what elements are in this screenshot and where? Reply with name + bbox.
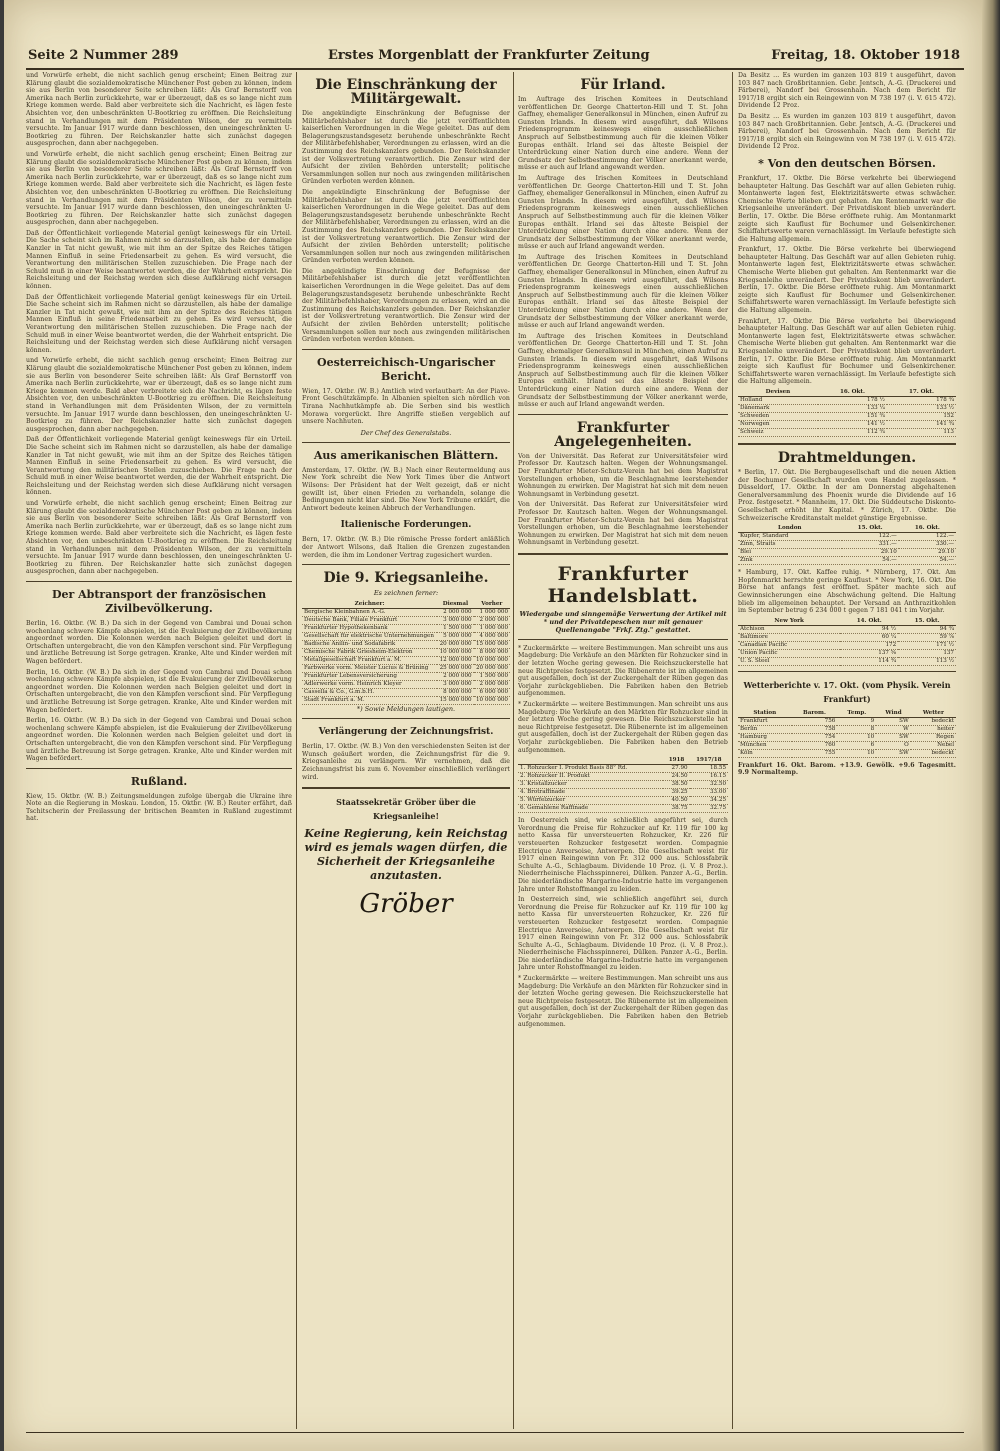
article-text: Da Besitz ... Es wurden im ganzen 103 819 t ausgeführt, davon 103 847 nach Großbritannien. Gebr. Jentsch, A.-G. (Druckerei und Färberei), Nandorf bei Grossenhain. Nach dem Bericht für 1917/18 ergibt sich ein Reingewinn von M 738 197 (i. V. 615 472). Dividende 12 Proz. (738, 72, 956, 110)
column-header: New York (738, 618, 840, 626)
article-text: Die angekündigte Einschränkung der Befugnisse der Militärbefehlshaber ist durch die jetzt veröffentlichten kaiserlichen Verordnungen in die Wege geleitet. Das auf dem Belagerungszustandsgesetz beruhende unbeschränkte Recht der Militärbefehlshaber, Verordnungen zu erlassen, wird an die Zustimmung des Reichskanzlers gebunden. Der Reichskanzler ist der Volksvertretung verantwortlich. Die Zensur wird der Aufsicht der zivilen Behörden unterstellt; politische Versammlungen sollen nur noch aus zwingenden militärischen Gründen verboten werden können. (302, 110, 510, 186)
table-cell: 33.00 (690, 789, 728, 797)
table-row (302, 673, 510, 681)
table-cell: 4. Brotraffinade (518, 789, 663, 797)
table-body (738, 533, 956, 565)
table-cell: 2 000 000 (437, 609, 473, 617)
table-row (302, 609, 510, 617)
table-footnote: *) Sowie Meldungen lautigen. (356, 705, 456, 714)
table-row (738, 533, 956, 541)
table-cell: SW (876, 717, 911, 725)
article-text: und Vorwürfe erhebt, die nicht sachlich genug erscheint; Einen Beitrag zur Klärung glaubt die sozialdemokratische Münchener Post geben zu können, indem sie aus Berlin von besonderer Seite schreiben läßt: Als Graf Bernstorff von Amerika nach Berlin zurückkehrte, war er überzeugt, daß es so lange nicht zum Kriege kommen werde. Bald aber verbreitete sich die Nachricht, es lägen feste Absichten vor, den unbeschränkten U-Bootkrieg zu eröffnen. Die Reichsleitung stand in Verhandlungen mit dem Präsidenten Wilson, der zu vermitteln versuchte. Im Januar 1917 wurde dann beschlossen, den uneingeschränkten U-Bootkrieg zu führen. Der Reichskanzler hatte sich zunächst dagegen ausgesprochen, dann aber nachgegeben. (26, 150, 292, 227)
table-cell: 8 000 000 (437, 689, 473, 697)
article-text: * Zuckermärkte — weitere Bestimmungen. Man schreibt uns aus Magdeburg: Die Verkäufe an den Märkten für Rohzucker sind in der letzten Woche gering gewesen. Die Reichszuckerstelle hat neue Richtpreise festgesetzt. Die Rübenernte ist im allgemeinen gut ausgefallen, doch ist der Zuckergehalt der Rüben gegen das Vorjahr zurückgeblieben. Die Fabriken haben den Betrieb aufgenommen. (518, 975, 728, 1028)
column-header: Wetter (911, 710, 956, 718)
table-cell: 59 ⅞ (898, 633, 956, 641)
masthead (28, 44, 960, 68)
article-text: Die angekündigte Einschränkung der Befugnisse der Militärbefehlshaber ist durch die jetzt veröffentlichten kaiserlichen Verordnungen in die Wege geleitet. Das auf dem Belagerungszustandsgesetz beruhende unbeschränkte Recht der Militärbefehlshaber, Verordnungen zu erlassen, wird an die Zustimmung des Reichskanzlers gebunden. Der Reichskanzler ist der Volksvertretung verantwortlich. Die Zensur wird der Aufsicht der zivilen Behörden unterstellt; politische Versammlungen sollen nur noch aus zwingenden militärischen Gründen verboten werden können. (302, 188, 510, 265)
table-cell: Schweiz (738, 428, 818, 436)
table-cell: Badische Anilin- und Sodafabrik (302, 641, 437, 649)
table-cell: Regen (911, 733, 956, 741)
table-cell: 10 (837, 733, 876, 741)
table-cell: 760 (792, 741, 838, 749)
table-cell: 137 (898, 649, 956, 657)
table-cell: Union Pacific (738, 649, 840, 657)
table-cell: 137 ⅝ (840, 649, 898, 657)
column-header: Vorher (474, 601, 510, 609)
column-header: 15. Okt. (842, 525, 899, 533)
stock-table (738, 618, 956, 666)
table-cell: 331.— (842, 541, 899, 549)
article-text: Daß der Öffentlichkeit vorliegende Material genügt keineswegs für ein Urteil. Die Sache scheint sich im Rahmen nicht so darzustellen, als habe der damalige Kanzler in Tat nicht gewußt, wie mit ihm an der Spitze des Reiches tätigen Mannen Einfluß in seine Friedensarbeit zu gehen. Es wird versucht, die Verantwortung den militärischen Stellen zuzuschieben. Die Frage nach der Schuld muß in einer Weise beantwortet werden, die der Wahrheit entspricht. Die Reichsleitung und der Reichstag werden sich diese Aufklärung nicht versagen können. (26, 436, 292, 497)
table-row (518, 805, 728, 813)
article-heading: Die Einschränkung der Militärgewalt. (315, 77, 497, 107)
table-row (738, 404, 956, 412)
table-cell: SW (876, 733, 911, 741)
article-text: Bern, 17. Oktbr. (W. B.) Die römische Presse fordert anläßlich der Antwort Wilsons, daß Italien die Grenzen zugestanden werden, die ihm im Londoner Vertrag zugesichert wurden. (302, 536, 510, 559)
table-row (738, 641, 956, 649)
table-cell: 2 000 000 (437, 673, 473, 681)
table-cell: O (876, 741, 911, 749)
table-row (738, 428, 956, 436)
signature: Gröber (359, 889, 453, 920)
table-cell: Zinn, Straits (738, 541, 842, 549)
table-row (738, 625, 956, 633)
table-cell: 15 000 000 (474, 641, 510, 649)
table-row (302, 697, 510, 705)
table-cell: 60 ¼ (840, 633, 898, 641)
table-row (738, 717, 956, 725)
table-cell: 38.75 (663, 805, 689, 813)
table-cell: München (738, 741, 792, 749)
column-header: 16. Okt. (818, 389, 887, 397)
article-text: Frankfurt, 17. Oktbr. Die Börse verkehrte bei überwiegend behaupteter Haltung. Das Geschäft war auf allen Gebieten ruhig. Montanwerte lagen fest, Elektrizitätswerte etwas schwächer. Chemische Werte blieben gut gehalten. Am Rentenmarkt war die Kriegsanleihe unverändert. Der Privatdiskont blieb unverändert. Berlin, 17. Oktbr. Die Börse eröffnete ruhig. Am Montanmarkt zeigte sich Kauflust für Bochumer und Gelsenkirchener. Schiffahrtswerte waren vernachlässigt. Im Verlaufe befestigte sich die Haltung allgemein. (738, 174, 956, 243)
column-header: Zeichner: (302, 601, 437, 609)
table-body (738, 625, 956, 665)
column-header: 1918 (663, 757, 689, 765)
article-text: Da Besitz ... Es wurden im ganzen 103 819 t ausgeführt, davon 103 847 nach Großbritannien. Gebr. Jentsch, A.-G. (Druckerei und Färberei), Nandorf bei Grossenhain. Nach dem Bericht für 1917/18 ergibt sich ein Reingewinn von M 738 197 (i. V. 615 472). Dividende 12 Proz. (738, 112, 956, 151)
newspaper-title: Erstes Morgenblatt der Frankfurter Zeitung (328, 48, 650, 63)
table-cell: 20 000 000 (474, 665, 510, 673)
table-cell: 38.50 (663, 781, 689, 789)
table-cell: Blei (738, 549, 842, 557)
table-row (518, 765, 728, 773)
article-text: In Oesterreich sind, wie schließlich angeführt sei, durch Verordnung die Preise für Rohzucker auf Kr. 119 für 100 kg netto Kassa für unversteuerten Rohzucker, Kr. 226 für versteuerten Rohzucker festgesetzt worden. Compagnie Electrique Anversoise, Antwerpen. Die Gesellschaft weist für 1917 einen Reingewinn von Fr. 312 000 aus. Schlossfabrik Schulte A.-G., Schlagbaum. Dividende 10 Proz. (i. V. 8 Proz.). Niederrheinische Flachsspinnerei, Dülken. Panzer A.-G., Berlin. Die niederländische Margarine-Industrie hatte im vergangenen Jahre unter Rohstoffmangel zu leiden. (518, 817, 728, 893)
table-cell: 10 000 000 (437, 649, 473, 657)
table-row (738, 649, 956, 657)
table-cell: 2. Rohzucker II. Produkt (518, 773, 663, 781)
table-cell: 178 ½ (818, 396, 887, 404)
table-cell: Frankfurter Lebensversicherung (302, 673, 437, 681)
weather-footer: Frankfurt 16. Okt. Barom. +13.9. Gewölk. +9.6 Tagesmitt. 9.9 Normaltemp. (738, 761, 956, 777)
table-cell: 34.25 (690, 797, 728, 805)
article-heading: Aus amerikanischen Blättern. (313, 448, 499, 462)
table-cell: Adlerwerke vorm. Heinrich Kleyer (302, 681, 437, 689)
table-cell: 1 000 000 (474, 625, 510, 633)
table-cell: Bergische Kleinbahnen A.-G. (302, 609, 437, 617)
article-text: Berlin, 16. Oktbr. (W. B.) Da sich in der Gegend von Cambrai und Douai schon wochenlang schwere Kämpfe abspielen, ist die Evakuierung der Zivilbevölkerung angeordnet worden. Die Kolonnen werden nach Belgien geleitet und dort in Ortschaften untergebracht, die von den Kämpfen verschont sind. Für Verpflegung und ärztliche Betreuung ist Sorge getragen. Kranke, Alte und Kinder werden mit Wagen befördert. (26, 620, 292, 665)
article-subheading: Es zeichnen ferner: (373, 589, 439, 598)
table-row (738, 741, 956, 749)
column-3 (518, 72, 728, 1429)
column-header: 14. Okt. (840, 618, 898, 626)
table-cell: 8 000 000 (474, 649, 510, 657)
table-cell: 113 (887, 428, 956, 436)
article-heading: * Von den deutschen Börsen. (758, 156, 936, 170)
column-header: Wind (876, 710, 911, 718)
article-text: Im Auftrage des Irischen Komitees in Deutschland veröffentlichen Dr. George Chatterton-Hill und T. St. John Gaffney, ehemaliger Generalkonsul in München, einen Aufruf zu Gunsten Irlands. In diesem wird ausgeführt, daß Wilsons Friedensprogramm keineswegs einen ausschließlichen Anspruch auf Selbstbestimmung auch für die kleinen Völker Europas enthält. Irland sei das älteste Beispiel der Unterdrückung einer Nation durch eine andere. Wenn der Grundsatz der Selbstbestimmung der Völker anerkannt werde, müsse er auch auf Irland angewandt werden. (518, 253, 728, 330)
table-row (302, 689, 510, 697)
table-cell: 114 ¾ (840, 657, 898, 665)
table-cell: 122.— (899, 533, 956, 541)
table-cell: 113 ½ (898, 657, 956, 665)
table-cell: 27.90 (663, 765, 689, 773)
article-text: Berlin, 16. Oktbr. (W. B.) Da sich in der Gegend von Cambrai und Douai schon wochenlang schwere Kämpfe abspielen, ist die Evakuierung der Zivilbevölkerung angeordnet worden. Die Kolonnen werden nach Belgien geleitet und dort in Ortschaften untergebracht, die von den Kämpfen verschont sind. Für Verpflegung und ärztliche Betreuung ist Sorge getragen. Kranke, Alte und Kinder werden mit Wagen befördert. (26, 668, 292, 714)
section-subtitle: Wiedergabe und sinngemäße Verwertung der Artikel mit * und der Privatdepeschen nur mit genauer Quellenangabe "Frkf. Ztg." gestattet. (519, 609, 727, 634)
table-cell: 151 ¾ (818, 412, 887, 420)
table-cell: 32.75 (690, 805, 728, 813)
table-cell: Nebel (911, 741, 956, 749)
table-row (302, 657, 510, 665)
article-text: Amsterdam, 17. Oktbr. (W. B.) Nach einer Reutermeldung aus New York schreibt die New York Times über die Antwort Wilsons: Der Präsident hat der Welt gezeigt, daß er nicht gewillt ist, über einen Frieden zu verhandeln, solange die Bedingungen nicht klar sind. Die New York Tribune erklärt, die Antwort bedeute keinen Abbruch der Verhandlungen. (302, 466, 510, 512)
article-text: * Zuckermärkte — weitere Bestimmungen. Man schreibt uns aus Magdeburg: Die Verkäufe an den Märkten für Rohzucker sind in der letzten Woche gering gewesen. Die Reichszuckerstelle hat neue Richtpreise festgesetzt. Die Rübenernte ist im allgemeinen gut ausgefallen, doch ist der Zuckergehalt der Rüben gegen das Vorjahr zurückgeblieben. Die Fabriken haben den Betrieb aufgenommen. (518, 644, 728, 698)
article-text: Von der Universität. Das Referat zur Universitätsfeier wird Professor Dr. Kautzsch halten. Wegen der Wohnungsmangel. Der Frankfurter Mieter-Schutz-Verein hat bei dem Magistrat Vorstellungen erhoben, um die Beschlagnahme leerstehender Wohnungen zu erwirken. Der Magistrat hat sich mit dem neuen Wohnungsamt in Verbindung gesetzt. (518, 501, 728, 547)
article-heading: Staatssekretär Gröber über die Kriegsanleihe! (336, 797, 476, 822)
table-cell: 3. Kristallzucker (518, 781, 663, 789)
column-header: 17. Okt. (887, 389, 956, 397)
table-cell: 754 (792, 733, 838, 741)
table-row (738, 633, 956, 641)
table-cell: Deutsche Bank, Filiale Frankfurt (302, 617, 437, 625)
article-text: Frankfurt, 17. Oktbr. Die Börse verkehrte bei überwiegend behaupteter Haltung. Das Geschäft war auf allen Gebieten ruhig. Montanwerte lagen fest, Elektrizitätswerte etwas schwächer. Chemische Werte blieben gut gehalten. Am Rentenmarkt war die Kriegsanleihe unverändert. Der Privatdiskont blieb unverändert. Berlin, 17. Oktbr. Die Börse eröffnete ruhig. Am Montanmarkt zeigte sich Kauflust für Bochumer und Gelsenkirchener. Schiffahrtswerte waren vernachlässigt. Im Verlaufe befestigte sich die Haltung allgemein. (738, 246, 956, 315)
table-cell: 94 ¾ (898, 625, 956, 633)
table-cell: W (876, 725, 911, 733)
newspaper-page (4, 0, 982, 1451)
table-cell: 25 000 000 (437, 665, 473, 673)
table-cell: 5 000 000 (437, 633, 473, 641)
currency-table (738, 389, 956, 437)
table-body (738, 396, 956, 436)
table-cell: 5. Würfelzucker (518, 797, 663, 805)
table-body (518, 765, 728, 813)
column-divider (732, 72, 733, 1429)
table-cell: 3 000 000 (437, 617, 473, 625)
table-cell: 20 000 000 (437, 641, 473, 649)
article-text: Daß der Öffentlichkeit vorliegende Material genügt keineswegs für ein Urteil. Die Sache scheint sich im Rahmen nicht so darzustellen, als habe der damalige Kanzler in Tat nicht gewußt, wie mit ihm an der Spitze des Reiches tätigen Mannen Einfluß in seine Friedensarbeit zu gehen. Es wird versucht, die Verantwortung den militärischen Stellen zuzuschieben. Die Frage nach der Schuld muß in einer Weise beantwortet werden, die der Wahrheit entspricht. Die Reichsleitung und der Reichstag werden sich diese Aufklärung nicht versagen können. (26, 293, 292, 354)
article-text: Von der Universität. Das Referat zur Universitätsfeier wird Professor Dr. Kautzsch halten. Wegen der Wohnungsmangel. Der Frankfurter Mieter-Schutz-Verein hat bei dem Magistrat Vorstellungen erhoben, um die Beschlagnahme leerstehender Wohnungen zu erwirken. Der Magistrat hat sich mit dem neuen Wohnungsamt in Verbindung gesetzt. (518, 452, 728, 498)
table-row (518, 797, 728, 805)
table-cell: 29.10 (899, 549, 956, 557)
article-heading: Italienische Forderungen. (340, 520, 472, 531)
column-1 (26, 72, 292, 1429)
table-cell: Gesellschaft für elektrische Unternehmungen (302, 633, 437, 641)
section-title: Frankfurter Handelsblatt. (547, 562, 699, 607)
column-divider (513, 72, 514, 1429)
table-cell: Atchison (738, 625, 840, 633)
table-cell: Zink (738, 557, 842, 565)
table-row (302, 617, 510, 625)
table-cell: 330.— (899, 541, 956, 549)
table-cell: Metallgesellschaft Frankfurt a. M. (302, 657, 437, 665)
table-cell: 2 000 000 (474, 617, 510, 625)
table-row (738, 549, 956, 557)
table-row (738, 557, 956, 565)
article-text: Daß der Öffentlichkeit vorliegende Material genügt keineswegs für ein Urteil. Die Sache scheint sich im Rahmen nicht so darzustellen, als habe der damalige Kanzler in Tat nicht gewußt, wie mit ihm an der Spitze des Reiches tätigen Mannen Einfluß in seine Friedensarbeit zu gehen. Es wird versucht, die Verantwortung den militärischen Stellen zuzuschieben. Die Frage nach der Schuld muß in einer Weise beantwortet werden, die der Wahrheit entspricht. Die Reichsleitung und der Reichstag werden sich diese Aufklärung nicht versagen können. (26, 229, 292, 291)
issue-date: Freitag, 18. Oktober 1918 (771, 48, 960, 63)
metals-table (738, 525, 956, 565)
table-cell: Schweden (738, 412, 818, 420)
table-cell: 94 ½ (840, 625, 898, 633)
table-row (738, 412, 956, 420)
table-cell: bedeckt (911, 749, 956, 757)
column-header: Temp. (837, 710, 876, 718)
column-header: London (738, 525, 842, 533)
table-cell: 141 ½ (818, 420, 887, 428)
column-2 (302, 72, 510, 1429)
table-cell: Kupfer, Standard (738, 533, 842, 541)
table-cell: 122.— (842, 533, 899, 541)
column-header: Barom. (792, 710, 838, 718)
article-text: In Oesterreich sind, wie schließlich angeführt sei, durch Verordnung die Preise für Rohzucker auf Kr. 119 für 100 kg netto Kassa für unversteuerten Rohzucker, Kr. 226 für versteuerten Rohzucker festgesetzt worden. Compagnie Electrique Anversoise, Antwerpen. Die Gesellschaft weist für 1917 einen Reingewinn von Fr. 312 000 aus. Schlossfabrik Schulte A.-G., Schlagbaum. Dividende 10 Proz. (i. V. 8 Proz.). Niederrheinische Flachsspinnerei, Dülken. Panzer A.-G., Berlin. Die niederländische Margarine-Industrie hatte im vergangenen Jahre unter Rohstoffmangel zu leiden. (518, 896, 728, 972)
table-cell: 756 (792, 717, 838, 725)
sugar-price-table (518, 757, 728, 813)
article-text: Berlin, 17. Oktbr. (W. B.) Von den verschiedensten Seiten ist der Wunsch geäußert worden, die Zeichnungsfrist für die 9. Kriegsanleihe zu verlängern. Wir vernehmen, daß die Zeichnungsfrist bis zum 6. November einschließlich verlängert wird. (302, 743, 510, 781)
table-cell: SW (876, 749, 911, 757)
table-cell: Farbwerke vorm. Meister Lucius & Brüning (302, 665, 437, 673)
article-text: Die angekündigte Einschränkung der Befugnisse der Militärbefehlshaber ist durch die jetzt veröffentlichten kaiserlichen Verordnungen in die Wege geleitet. Das auf dem Belagerungszustandsgesetz beruhende unbeschränkte Recht der Militärbefehlshaber, Verordnungen zu erlassen, wird an die Zustimmung des Reichskanzlers gebunden. Der Reichskanzler ist der Volksvertretung verantwortlich. Die Zensur wird der Aufsicht der zivilen Behörden unterstellt; politische Versammlungen sollen nur noch aus zwingenden militärischen Gründen verboten werden können. (302, 267, 510, 344)
table-cell: 178 ¾ (887, 396, 956, 404)
table-cell: Norwegen (738, 420, 818, 428)
table-cell: U. S. Steel (738, 657, 840, 665)
article-signature: Der Chef des Generalstabs. (360, 428, 452, 437)
table-row (738, 420, 956, 428)
table-cell: 6 000 000 (474, 689, 510, 697)
table-cell: 10 000 000 (474, 657, 510, 665)
table-cell: 141 ¾ (887, 420, 956, 428)
column-4 (738, 72, 956, 1429)
table-cell: 9 (837, 717, 876, 725)
column-header: Devisen (738, 389, 818, 397)
table-cell: 10 (837, 749, 876, 757)
table-cell: 40.50 (663, 797, 689, 805)
article-text: Im Auftrage des Irischen Komitees in Deutschland veröffentlichen Dr. George Chatterton-Hill und T. St. John Gaffney, ehemaliger Generalkonsul in München, einen Aufruf zu Gunsten Irlands. In diesem wird ausgeführt, daß Wilsons Friedensprogramm keineswegs einen ausschließlichen Anspruch auf Selbstbestimmung auch für die kleinen Völker Europas enthält. Irland sei das älteste Beispiel der Unterdrückung einer Nation durch eine andere. Wenn der Grundsatz der Selbstbestimmung der Völker anerkannt werde, müsse er auch auf Irland angewandt werden. (518, 96, 728, 172)
column-divider (296, 72, 297, 1429)
table-cell: Cassella & Co., G.m.b.H. (302, 689, 437, 697)
article-text: Wien, 17. Oktbr. (W. B.) Amtlich wird verlautbart: An der Piave-Front Geschützkämpfe. In Albanien spielten sich nördlich von Tirana Nachhutkämpfe ab. Die Serben sind bis westlich Morawa vorgerückt. Ihre Angriffe stießen vergeblich auf unsere Nachhuten. (302, 387, 510, 426)
table-row (738, 725, 956, 733)
table-cell: 8 (837, 725, 876, 733)
table-cell: 54.— (899, 557, 956, 565)
table-cell: 32.50 (690, 781, 728, 789)
weather-table (738, 710, 956, 758)
table-cell: heiter (911, 725, 956, 733)
table-row (302, 641, 510, 649)
masthead-rule (26, 68, 964, 70)
table-cell: 12 000 000 (437, 657, 473, 665)
table-cell: 1 500 000 (474, 673, 510, 681)
article-text: Kiew, 15. Oktbr. (W. B.) Zeitungsmeldungen zufolge übergab die Ukraine ihre Note an die Regierung in Moskau. London, 15. Oktbr. (W. B.) Reuter erfährt, daß Tschitscherin der Freilassung der britischen Beamten in Rußland zugestimmt hat. (26, 792, 292, 823)
table-cell: 4 000 000 (474, 633, 510, 641)
page-edge (982, 0, 1000, 1451)
article-text: * Berlin, 17. Okt. Die Bergbaugesellschaft und die neuen Aktien der Bochumer Gesellschaft wurden vom Handel zugelassen. * Düsseldorf, 17. Oktbr. In der am Donnerstag abgehaltenen Generalversammlung des Phoenix wurde die Dividende auf 16 Proz. festgesetzt. * Mannheim, 17. Okt. Die Süddeutsche Diskonto-Gesellschaft erhöht ihr Kapital. * Zürich, 17. Oktbr. Die Schweizerische Kreditanstalt meldet günstige Ergebnisse. (738, 468, 956, 522)
article-text: Frankfurt, 17. Oktbr. Die Börse verkehrte bei überwiegend behaupteter Haltung. Das Geschäft war auf allen Gebieten ruhig. Montanwerte lagen fest, Elektrizitätswerte etwas schwächer. Chemische Werte blieben gut gehalten. Am Rentenmarkt war die Kriegsanleihe unverändert. Der Privatdiskont blieb unverändert. Berlin, 17. Oktbr. Die Börse eröffnete ruhig. Am Montanmarkt zeigte sich Kauflust für Bochumer und Gelsenkirchener. Schiffahrtswerte waren vernachlässigt. Im Verlaufe befestigte sich die Haltung allgemein. (738, 317, 956, 386)
table-cell: bedeckt (911, 717, 956, 725)
table-body (302, 609, 510, 705)
column-header: 1917/18 (690, 757, 728, 765)
article-text: Im Auftrage des Irischen Komitees in Deutschland veröffentlichen Dr. George Chatterton-Hill und T. St. John Gaffney, ehemaliger Generalkonsul in München, einen Aufruf zu Gunsten Irlands. In diesem wird ausgeführt, daß Wilsons Friedensprogramm keineswegs einen ausschließlichen Anspruch auf Selbstbestimmung auch für die kleinen Völker Europas enthält. Irland sei das älteste Beispiel der Unterdrückung einer Nation durch eine andere. Wenn der Grundsatz der Selbstbestimmung der Völker anerkannt werde, müsse er auch auf Irland angewandt werden. (518, 332, 728, 409)
table-row (518, 773, 728, 781)
table-row (302, 625, 510, 633)
article-text: Im Auftrage des Irischen Komitees in Deutschland veröffentlichen Dr. George Chatterton-Hill und T. St. John Gaffney, ehemaliger Generalkonsul in München, einen Aufruf zu Gunsten Irlands. In diesem wird ausgeführt, daß Wilsons Friedensprogramm keineswegs einen ausschließlichen Anspruch auf Selbstbestimmung auch für die kleinen Völker Europas enthält. Irland sei das älteste Beispiel der Unterdrückung einer Nation durch eine andere. Wenn der Grundsatz der Selbstbestimmung der Völker anerkannt werde, müsse er auch auf Irland angewandt werden. (518, 174, 728, 251)
table-cell: 6 (837, 741, 876, 749)
table-cell: 6. Gemahlene Raffinade (518, 805, 663, 813)
table-cell: Frankfurt (738, 717, 792, 725)
table-cell: Baltimore (738, 633, 840, 641)
table-cell: 15 000 000 (437, 697, 473, 705)
slogan: Keine Regierung, kein Reichstag wird es jemals wagen dürfen, die Sicherheit der Kriegsanleihe anzutasten. (304, 827, 508, 883)
table-cell: 152 (887, 412, 956, 420)
table-cell: 1 000 000 (474, 609, 510, 617)
article-heading: Der Abtransport der französischen Zivilbevölkerung. (51, 588, 267, 615)
table-row (302, 665, 510, 673)
page-number: Seite 2 Nummer 289 (28, 48, 179, 63)
article-text: und Vorwürfe erhebt, die nicht sachlich genug erscheint; Einen Beitrag zur Klärung glaubt die sozialdemokratische Münchener Post geben zu können, indem sie aus Berlin von besonderer Seite schreiben läßt: Als Graf Bernstorff von Amerika nach Berlin zurückkehrte, war er überzeugt, daß es so lange nicht zum Kriege kommen werde. Bald aber verbreitete sich die Nachricht, es lägen feste Absichten vor, den unbeschränkten U-Bootkrieg zu eröffnen. Die Reichsleitung stand in Verhandlungen mit dem Präsidenten Wilson, der zu vermitteln versuchte. Im Januar 1917 wurde dann beschlossen, den uneingeschränkten U-Bootkrieg zu führen. Der Reichskanzler hatte sich zunächst dagegen ausgesprochen, dann aber nachgegeben. (26, 500, 292, 576)
war-loan-table (302, 601, 510, 705)
table-cell: Berlin (738, 725, 792, 733)
table-body (738, 717, 956, 757)
table-cell: 1. Rohzucker I. Produkt Basis 88° Rd. (518, 765, 663, 773)
article-heading: Rußland. (130, 774, 188, 788)
table-cell: 1 500 000 (437, 625, 473, 633)
table-row (518, 781, 728, 789)
article-heading: Wetterberichte v. 17. Okt. (vom Physik. Verein Frankfurt) (743, 679, 951, 704)
article-text: * Zuckermärkte — weitere Bestimmungen. Man schreibt uns aus Magdeburg: Die Verkäufe an den Märkten für Rohzucker sind in der letzten Woche gering gewesen. Die Reichszuckerstelle hat neue Richtpreise festgesetzt. Die Rübenernte ist im allgemeinen gut ausgefallen, doch ist der Zuckergehalt der Rüben gegen das Vorjahr zurückgeblieben. Die Fabriken haben den Betrieb aufgenommen. (518, 701, 728, 754)
table-row (302, 649, 510, 657)
article-text: Berlin, 16. Oktbr. (W. B.) Da sich in der Gegend von Cambrai und Douai schon wochenlang schwere Kämpfe abspielen, ist die Evakuierung der Zivilbevölkerung angeordnet worden. Die Kolonnen werden nach Belgien geleitet und dort in Ortschaften untergebracht, die von den Kämpfen verschont sind. Für Verpflegung und ärztliche Betreuung ist Sorge getragen. Kranke, Alte und Kinder werden mit Wagen befördert. (26, 717, 292, 763)
table-cell: 755 (792, 749, 838, 757)
article-heading: Die 9. Kriegsanleihe. (323, 570, 489, 587)
column-header: Diesmal (437, 601, 473, 609)
table-cell: 133 ½ (887, 404, 956, 412)
article-text: und Vorwürfe erhebt, die nicht sachlich genug erscheint; Einen Beitrag zur Klärung glaubt die sozialdemokratische Münchener Post geben zu können, indem sie aus Berlin von besonderer Seite schreiben läßt: Als Graf Bernstorff von Amerika nach Berlin zurückkehrte, war er überzeugt, daß es so lange nicht zum Kriege kommen werde. Bald aber verbreitete sich die Nachricht, es lägen feste Absichten vor, den unbeschränkten U-Bootkrieg zu eröffnen. Die Reichsleitung stand in Verhandlungen mit dem Präsidenten Wilson, der zu vermitteln versuchte. Im Januar 1917 wurde dann beschlossen, den uneingeschränkten U-Bootkrieg zu führen. Der Reichskanzler hatte sich zunächst dagegen ausgesprochen, dann aber nachgegeben. (26, 357, 292, 433)
table-cell: 16.15 (690, 773, 728, 781)
table-cell: Stadt Frankfurt a. M. (302, 697, 437, 705)
table-row (518, 789, 728, 797)
bottom-rule (26, 1432, 964, 1433)
table-row (302, 681, 510, 689)
table-cell: 24.50 (663, 773, 689, 781)
table-cell: Holland (738, 396, 818, 404)
table-cell: 171 ½ (898, 641, 956, 649)
table-cell: 3 000 000 (437, 681, 473, 689)
table-cell: 133 ¼ (818, 404, 887, 412)
table-cell: 29.10 (842, 549, 899, 557)
table-cell: Köln (738, 749, 792, 757)
table-cell: Hamburg (738, 733, 792, 741)
table-cell: 172 (840, 641, 898, 649)
column-header: 15. Okt. (898, 618, 956, 626)
column-header: Station (738, 710, 792, 718)
table-row (738, 749, 956, 757)
article-heading: Drahtmeldungen. (777, 449, 917, 466)
table-row (738, 657, 956, 665)
table-cell: 39.25 (663, 789, 689, 797)
table-cell: Frankfurter Hypothekenbank (302, 625, 437, 633)
table-row (738, 541, 956, 549)
table-cell: 18.55 (690, 765, 728, 773)
column-header: 16. Okt. (899, 525, 956, 533)
article-heading: Verlängerung der Zeichnungsfrist. (318, 727, 494, 738)
table-row (738, 396, 956, 404)
article-heading: Für Irland. (580, 77, 666, 93)
table-row (302, 633, 510, 641)
article-heading: Oesterreichisch-Ungarischer Bericht. (316, 355, 495, 383)
table-cell: 10 000 000 (474, 697, 510, 705)
article-text: * Hamburg, 17. Okt. Kaffee ruhig. * Nürnberg, 17. Okt. Am Hopfenmarkt herrschte geringe Kauflust. * New York, 16. Okt. Die Börse hat anfangs fest eröffnet. Später machte sich auf Gewinnsicherungen eine Abschwächung geltend. Die Haltung blieb im allgemeinen behauptet. Der Versand an Anthrazitkohlen im September betrug 6 234 000 t gegen 7 181 041 t im Vorjahr. (738, 569, 956, 615)
table-cell: 758 (792, 725, 838, 733)
table-cell: Dänemark (738, 404, 818, 412)
column-header (518, 757, 663, 765)
table-cell: Chemische Fabrik Griesheim-Elektron (302, 649, 437, 657)
table-cell: 2 000 000 (474, 681, 510, 689)
table-cell: 112 ¾ (818, 428, 887, 436)
table-row (738, 733, 956, 741)
article-heading: Frankfurter Angelegenheiten. (554, 419, 692, 450)
table-cell: Canadian Pacific (738, 641, 840, 649)
table-cell: 54.— (842, 557, 899, 565)
article-text: und Vorwürfe erhebt, die nicht sachlich genug erscheint; Einen Beitrag zur Klärung glaubt die sozialdemokratische Münchener Post geben zu können, indem sie aus Berlin von besonderer Seite schreiben läßt: Als Graf Bernstorff von Amerika nach Berlin zurückkehrte, war er überzeugt, daß es so lange nicht zum Kriege kommen werde. Bald aber verbreitete sich die Nachricht, es lägen feste Absichten vor, den unbeschränkten U-Bootkrieg zu eröffnen. Die Reichsleitung stand in Verhandlungen mit dem Präsidenten Wilson, der zu vermitteln versuchte. Im Januar 1917 wurde dann beschlossen, den uneingeschränkten U-Bootkrieg zu führen. Der Reichskanzler hatte sich zunächst dagegen ausgesprochen, dann aber nachgegeben. (26, 72, 292, 148)
